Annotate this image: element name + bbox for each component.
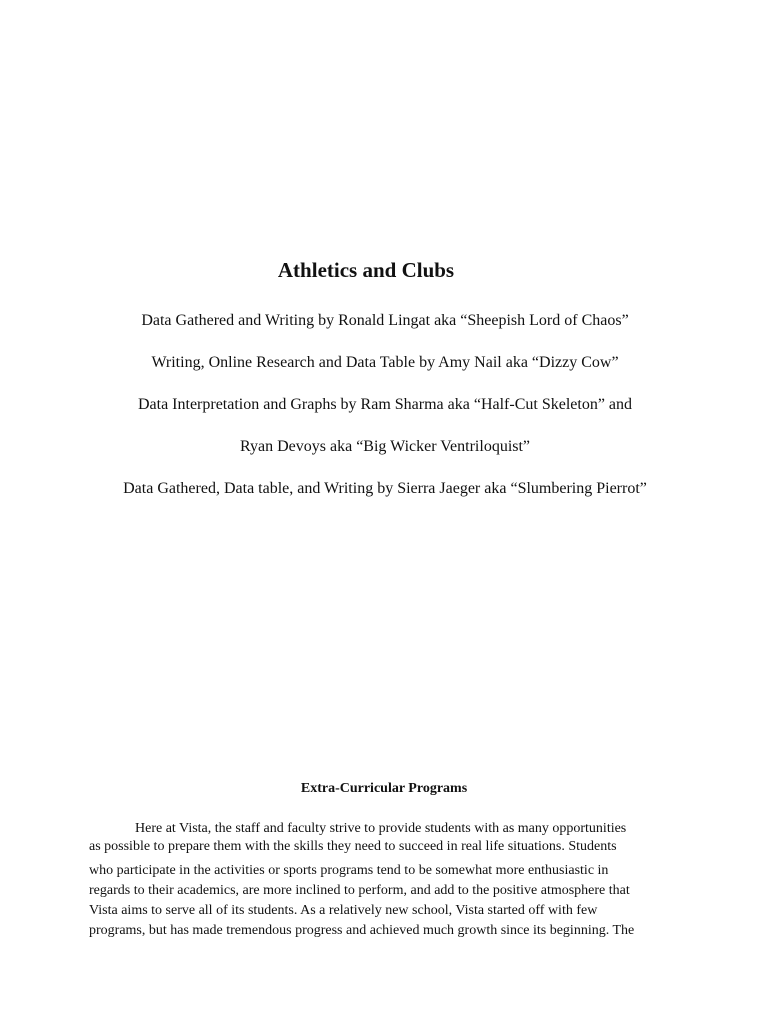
paragraph-line-6: programs, but has made tremendous progress and achieved much growth since its beginning. The [89,923,635,938]
paragraph-line-3: who participate in the activities or sports programs tend to be somewhat more enthusiastic in [89,863,609,878]
paragraph-line-1: Here at Vista, the staff and faculty strive to provide students with as many opportunities [135,821,627,836]
credit-line-4: Ryan Devoys aka “Big Wicker Ventriloquist” [239,438,531,455]
credit-line-3: Data Interpretation and Graphs by Ram Sharma aka “Half-Cut Skeleton” and [137,396,633,413]
paragraph-line-2: as possible to prepare them with the skills they need to succeed in real life situations. Students [89,839,617,854]
document-title: Athletics and Clubs [277,258,455,282]
credit-line-2: Writing, Online Research and Data Table by Amy Nail aka “Dizzy Cow” [151,354,619,371]
section-heading: Extra-Curricular Programs [300,781,468,796]
credit-line-5: Data Gathered, Data table, and Writing by Sierra Jaeger aka “Slumbering Pierrot” [123,480,647,497]
paragraph-line-4: regards to their academics, are more inclined to perform, and add to the positive atmosphere that [89,883,630,898]
paragraph-line-5: Vista aims to serve all of its students. As a relatively new school, Vista started off with few [89,903,598,918]
credit-line-1: Data Gathered and Writing by Ronald Lingat aka “Sheepish Lord of Chaos” [141,312,629,329]
